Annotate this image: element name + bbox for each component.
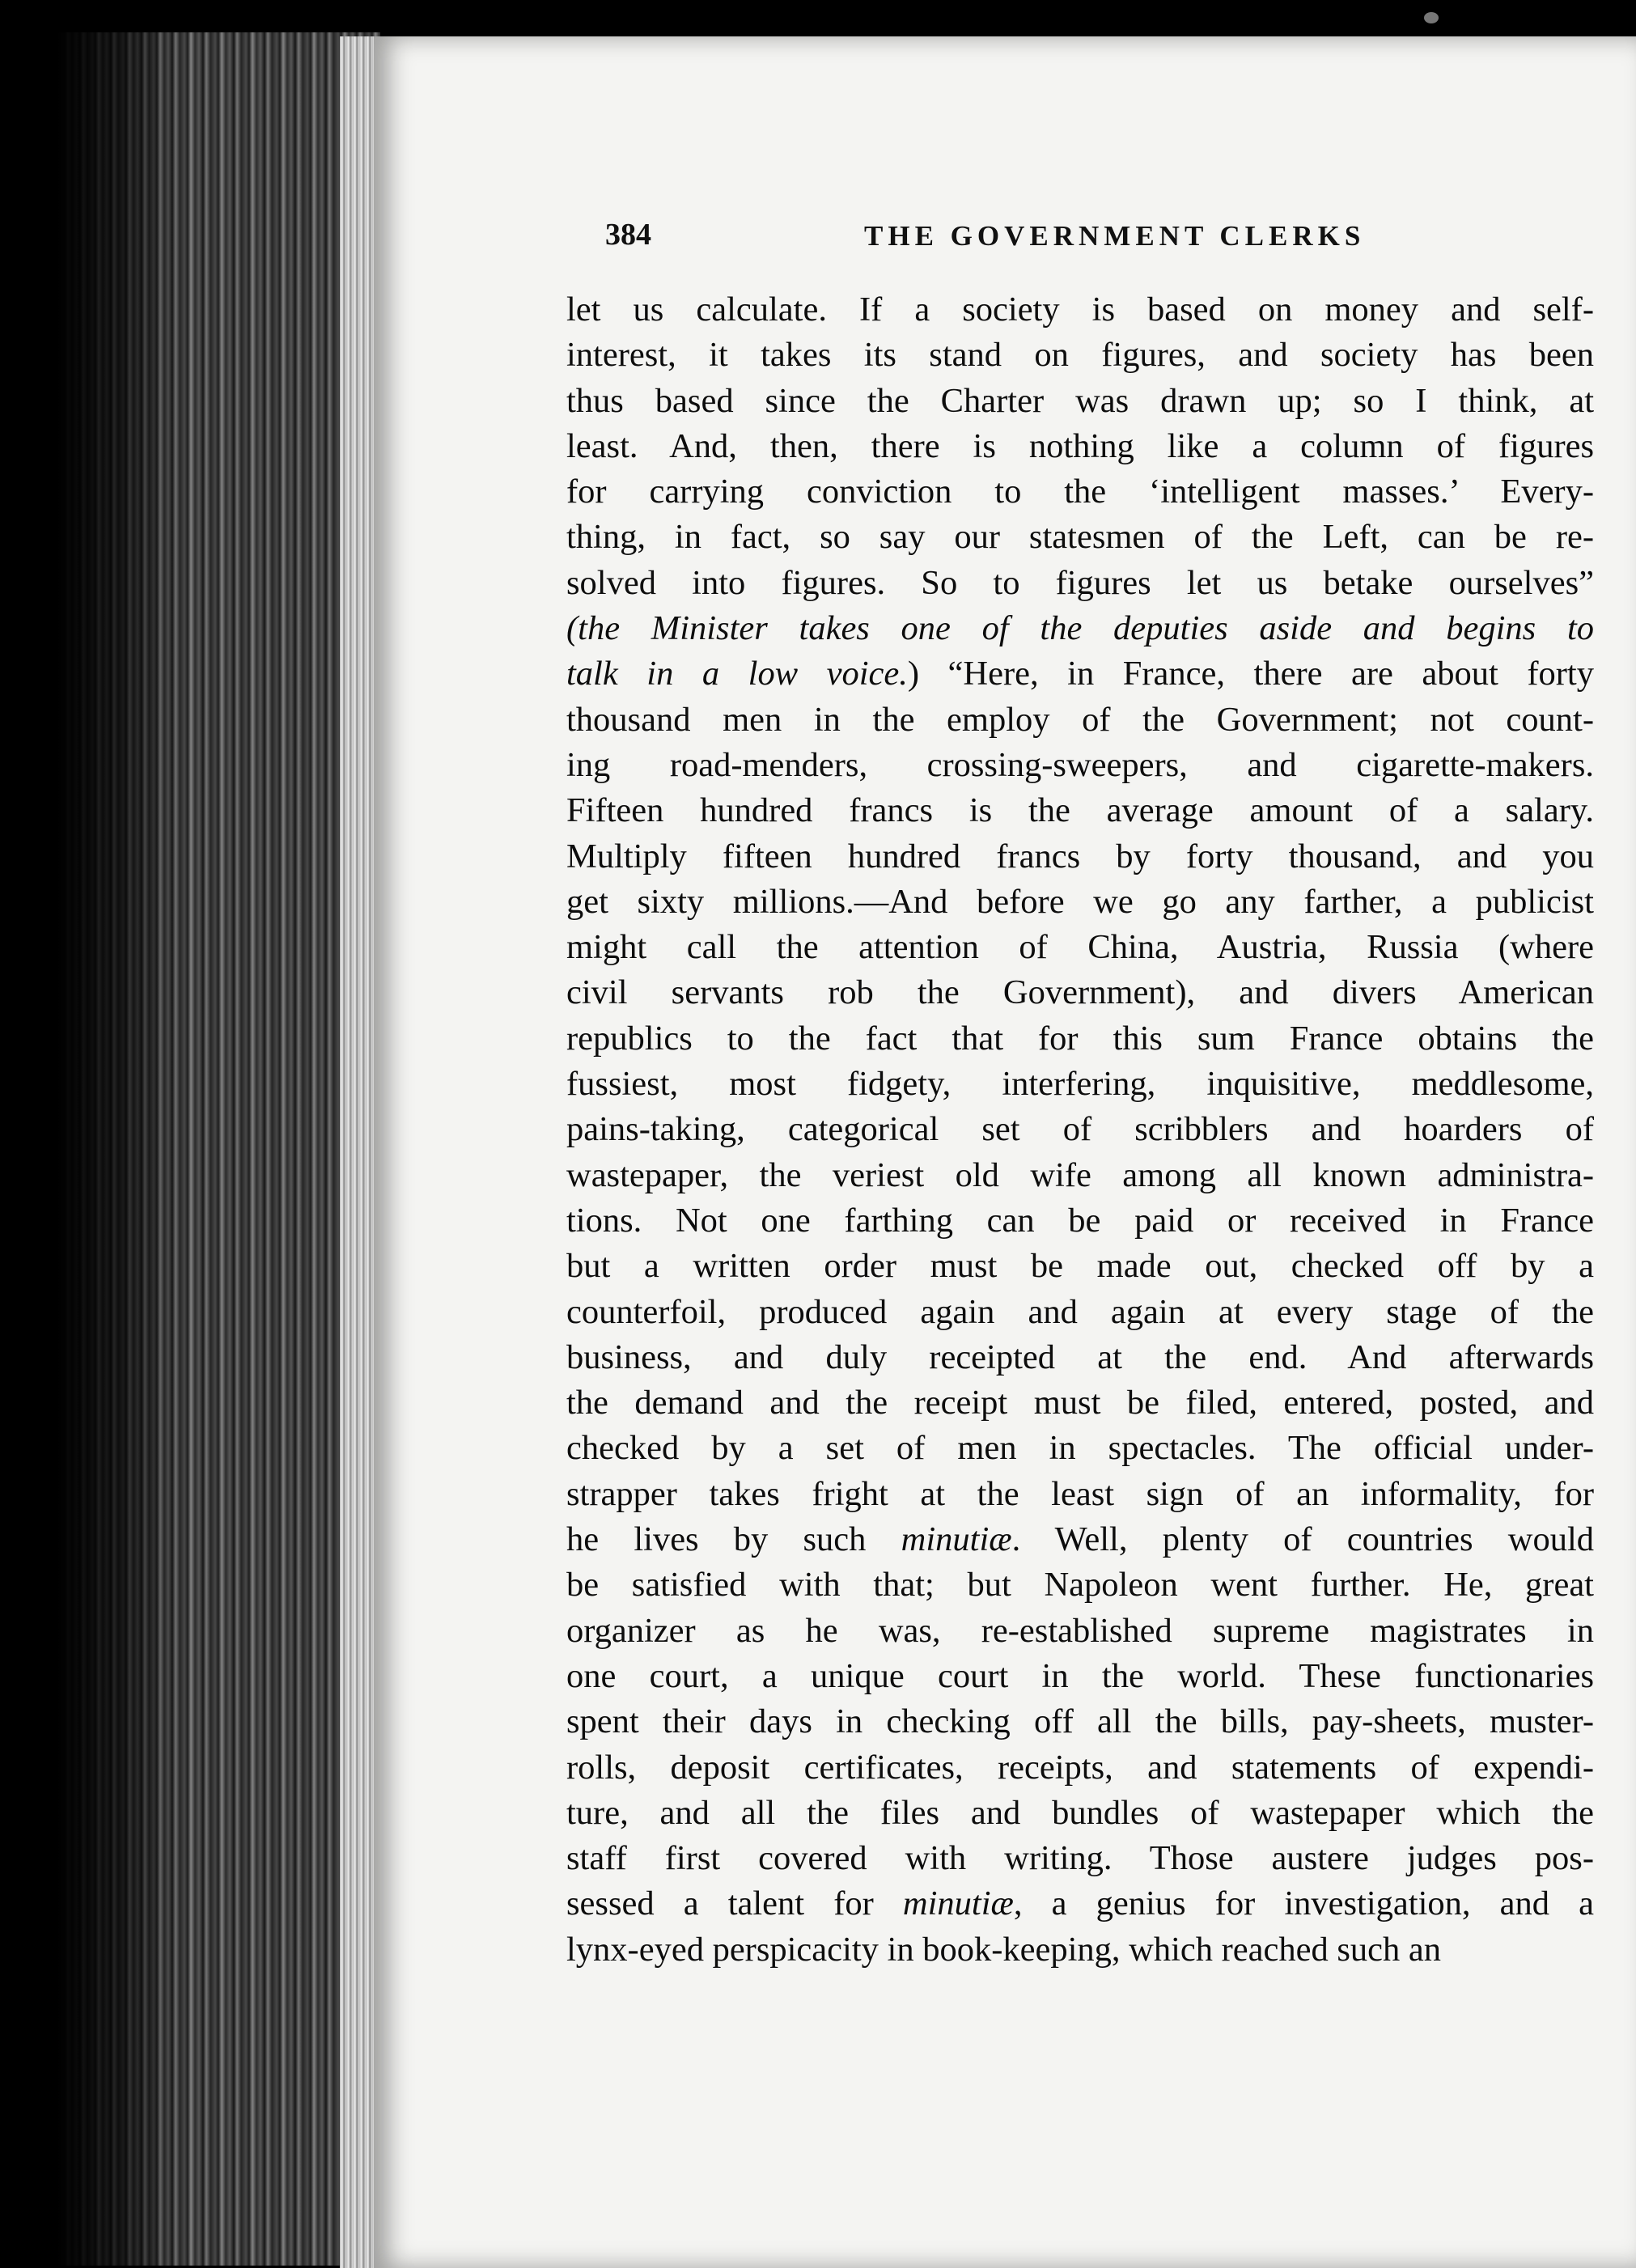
text-line: strapper takes fright at the least sign of an informality, for — [566, 1474, 1594, 1513]
text-line: business, and duly receipted at the end. And afterwards — [566, 1337, 1594, 1376]
text-line: fussiest, most fidgety, interfering, inquisitive, meddlesome, — [566, 1065, 1594, 1104]
text-line: wastepaper, the veriest old wife among all known administra- — [566, 1155, 1594, 1194]
italic-word: minutiæ — [902, 1884, 1014, 1923]
text-line: talk in a low voice.) “Here, in France, there are about forty — [566, 655, 1594, 693]
text-line: republics to the fact that for this sum France obtains the — [566, 1019, 1594, 1058]
text-line: lynx-eyed perspicacity in book-keeping, which reached such an — [566, 1930, 1441, 1969]
text-line: spent their days in checking off all the bills, pay-sheets, muster- — [566, 1702, 1594, 1741]
text-line: least. And, then, there is nothing like a column of figures — [566, 426, 1594, 465]
text-line: civil servants rob the Government), and divers American — [566, 973, 1594, 1012]
text-line: pains-taking, categorical set of scribblers and hoarders of — [566, 1110, 1594, 1149]
text-line: be satisfied with that; but Napoleon went further. He, great — [566, 1566, 1594, 1605]
text-line: Fifteen hundred francs is the average amount of a salary. — [566, 791, 1594, 830]
text-line: sessed a talent for minutiæ, a genius for investigation, and a — [566, 1884, 1594, 1923]
body-text — [566, 287, 1594, 1973]
stage-direction-italic: talk in a low voice. — [566, 655, 908, 693]
text-line: the demand and the receipt must be filed, entered, posted, and — [566, 1384, 1594, 1422]
page-edges — [340, 36, 379, 2268]
text-line: for carrying conviction to the ‘intelligent masses.’ Every- — [566, 473, 1594, 511]
running-title: THE GOVERNMENT CLERKS — [864, 220, 1366, 252]
text-line: checked by a set of men in spectacles. The official under- — [566, 1429, 1594, 1468]
text-line: organizer as he was, re-established supreme magistrates in — [566, 1611, 1594, 1650]
text-line: thing, in fact, so say our statesmen of the Left, can be re- — [566, 518, 1594, 557]
spine-shadow — [57, 32, 178, 2266]
text-line: but a written order must be made out, checked off by a — [566, 1247, 1594, 1286]
text-line: solved into figures. So to figures let us betake ourselves” — [566, 563, 1594, 602]
text-line: might call the attention of China, Austria, Russia (where — [566, 928, 1594, 967]
page-number: 384 — [605, 218, 651, 252]
text-line: tions. Not one farthing can be paid or received in France — [566, 1201, 1594, 1240]
text-line: (the Minister takes one of the deputies aside and begins to — [566, 609, 1594, 648]
italic-word: minutiæ — [901, 1520, 1012, 1559]
text-line: Multiply fifteen hundred francs by forty thousand, and you — [566, 837, 1594, 875]
text-line: rolls, deposit certificates, receipts, and statements of expendi- — [566, 1748, 1594, 1787]
text-line: interest, it takes its stand on figures, and society has been — [566, 336, 1594, 375]
text-line: let us calculate. If a society is based on money and self- — [566, 290, 1594, 329]
text-line: thousand men in the employ of the Government; not count- — [566, 700, 1594, 739]
text-line: ture, and all the files and bundles of wastepaper which the — [566, 1793, 1594, 1832]
text-line: ing road-menders, crossing-sweepers, and cigarette-makers. — [566, 745, 1594, 784]
page-header — [605, 217, 1390, 265]
text-line: he lives by such minutiæ. Well, plenty of countries would — [566, 1520, 1594, 1559]
scan-speck — [1424, 12, 1439, 23]
text-line: one court, a unique court in the world. These functionaries — [566, 1656, 1594, 1695]
text-line: get sixty millions.—And before we go any farther, a publicist — [566, 882, 1594, 921]
text-line: thus based since the Charter was drawn up; so I think, at — [566, 381, 1594, 420]
text-line: staff first covered with writing. Those austere judges pos- — [566, 1839, 1594, 1878]
text-line: counterfoil, produced again and again at every stage of the — [566, 1292, 1594, 1331]
